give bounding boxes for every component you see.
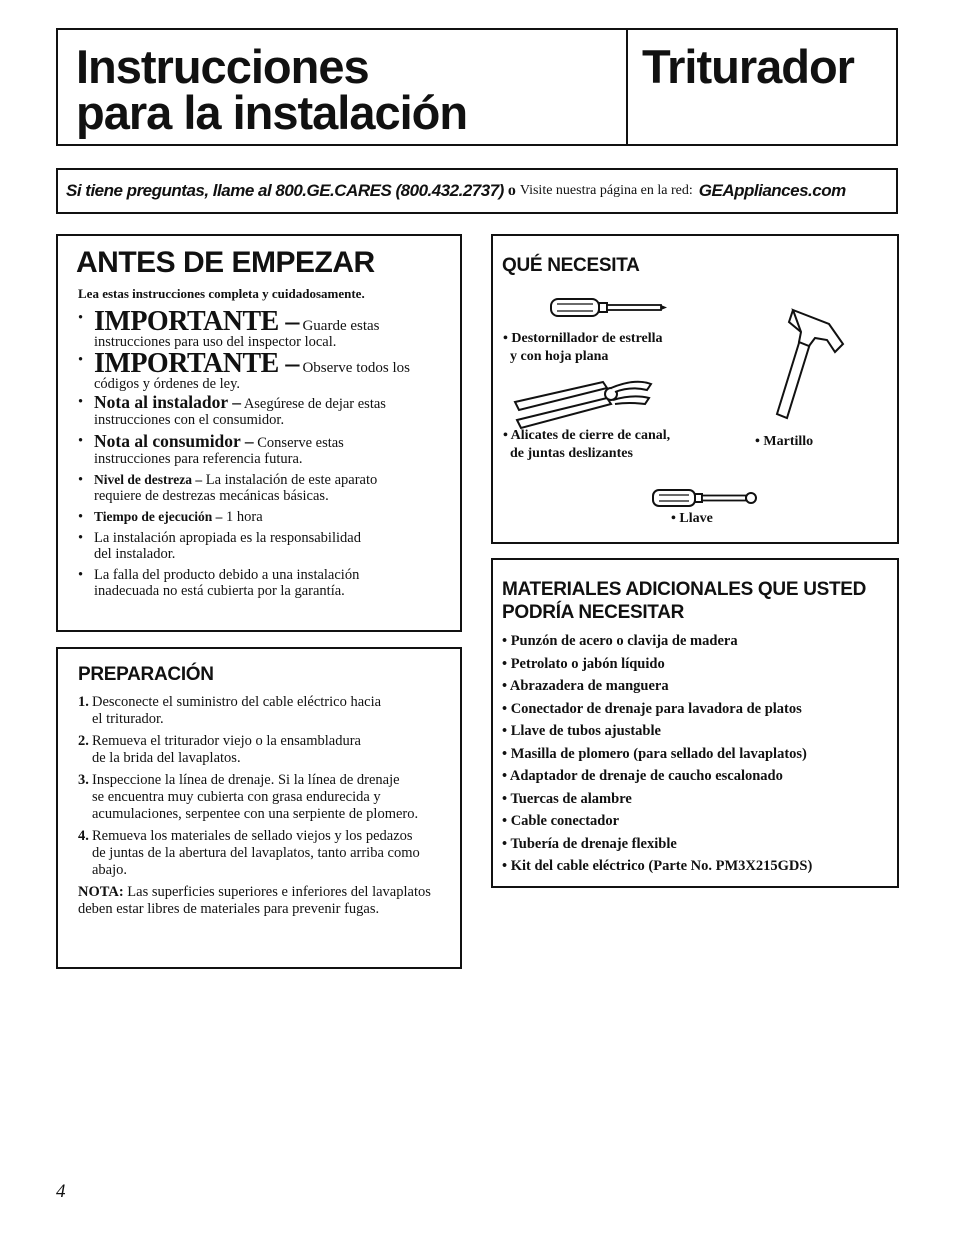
product-title: Triturador (642, 40, 854, 93)
list-item: • Nivel de destreza – La instalación de este aparato requiere de destrezas mecánicas básicas. (78, 472, 378, 504)
list-item: • Conectador de drenaje para lavadora de platos (502, 700, 802, 717)
list-item: • Cable conectador (502, 813, 620, 829)
list-item: • Tubería de drenaje flexible (502, 835, 677, 852)
list-item: • Petrolato o jabón líquido (502, 655, 665, 672)
materiales-title: MATERIALES ADICIONALES QUE USTED PODRÍA NECESITAR (502, 579, 867, 623)
antes-title: ANTES DE EMPEZAR (76, 246, 375, 279)
list-item: • Abrazadera de manguera (502, 678, 669, 694)
screwdriver-icon (549, 296, 669, 320)
antes-intro: Lea estas instrucciones completa y cuidadosamente. (78, 286, 365, 301)
list-item: • Tiempo de ejecución – 1 hora (78, 509, 263, 525)
preparacion-steps (78, 694, 446, 879)
page-title: Instrucciones para la instalación (76, 40, 468, 139)
pliers-label: • Alicates de cierre de canal, de juntas deslizantes (503, 428, 671, 461)
pliers-icon (511, 374, 657, 430)
list-item: 2. Remueva el triturador viejo o la ensambladura de la brida del lavaplatos. (78, 733, 361, 766)
list-item: • Tuercas de alambre (502, 790, 632, 807)
list-item: 4. Remueva los materiales de sellado viejos y los pedazos de juntas de la abertura del lavaplatos, tanto arriba como abajo. (78, 828, 420, 878)
necesita-panel (491, 234, 899, 544)
hammer-label: • Martillo (755, 434, 814, 449)
preparacion-note: NOTA: Las superficies superiores e inferiores del lavaplatos deben estar libres de materiales para prevenir fugas. (78, 884, 431, 917)
list-item: 3. Inspeccione la línea de drenaje. Si la línea de drenaje se encuentra muy cubierta con grasa endurecida y acumulaciones, serpentee con una serpiente de plomero. (78, 772, 419, 822)
list-item: • Nota al consumidor – Conserve estas instrucciones para referencia futura. (78, 431, 344, 467)
wrench-label: • Llave (671, 511, 713, 526)
antes-list (76, 306, 444, 599)
list-item: 1. Desconecte el suministro del cable eléctrico hacia el triturador. (78, 694, 382, 727)
materiales-list (502, 630, 887, 878)
page-number: 4 (56, 1181, 66, 1202)
list-item: • Llave de tubos ajustable (502, 723, 661, 739)
list-item: • Masilla de plomero (para sellado del lavaplatos) (502, 745, 807, 762)
website-link[interactable]: GEAppliances.com (698, 181, 846, 200)
contact-bar (56, 168, 898, 214)
contact-question: Si tiene preguntas, llame al 800.GE.CARES (800.432.2737) (66, 181, 504, 200)
necesita-title: QUÉ NECESITA (502, 255, 640, 276)
list-item: • IMPORTANTE – Observe todos los códigos y órdenes de ley. (78, 348, 410, 392)
antes-panel (56, 234, 462, 632)
wrench-icon (651, 486, 759, 510)
list-item: • Nota al instalador – Asegúrese de dejar estas instrucciones con el consumidor. (78, 392, 386, 428)
hammer-icon (769, 306, 845, 424)
list-item: • Punzón de acero o clavija de madera (502, 633, 738, 649)
contact-or: o (507, 182, 516, 199)
list-item: • La instalación apropiada es la responsabilidad del instalador. (78, 530, 361, 562)
materiales-panel (491, 558, 899, 888)
contact-visit: Visite nuestra página en la red: (519, 183, 693, 198)
header-product-box (626, 28, 898, 146)
preparacion-title: PREPARACIÓN (78, 664, 214, 685)
preparacion-panel (56, 647, 462, 969)
header-title-box (56, 28, 630, 146)
list-item: • La falla del producto debido a una instalación inadecuada no está cubierta por la garantía. (78, 567, 360, 599)
screwdriver-label: • Destornillador de estrella y con hoja plana (503, 331, 663, 364)
list-item: • Kit del cable eléctrico (Parte No. PM3X215GDS) (502, 858, 813, 874)
list-item: • Adaptador de drenaje de caucho escalonado (502, 768, 783, 784)
list-item: • IMPORTANTE – Guarde estas instrucciones para uso del inspector local. (78, 306, 380, 350)
